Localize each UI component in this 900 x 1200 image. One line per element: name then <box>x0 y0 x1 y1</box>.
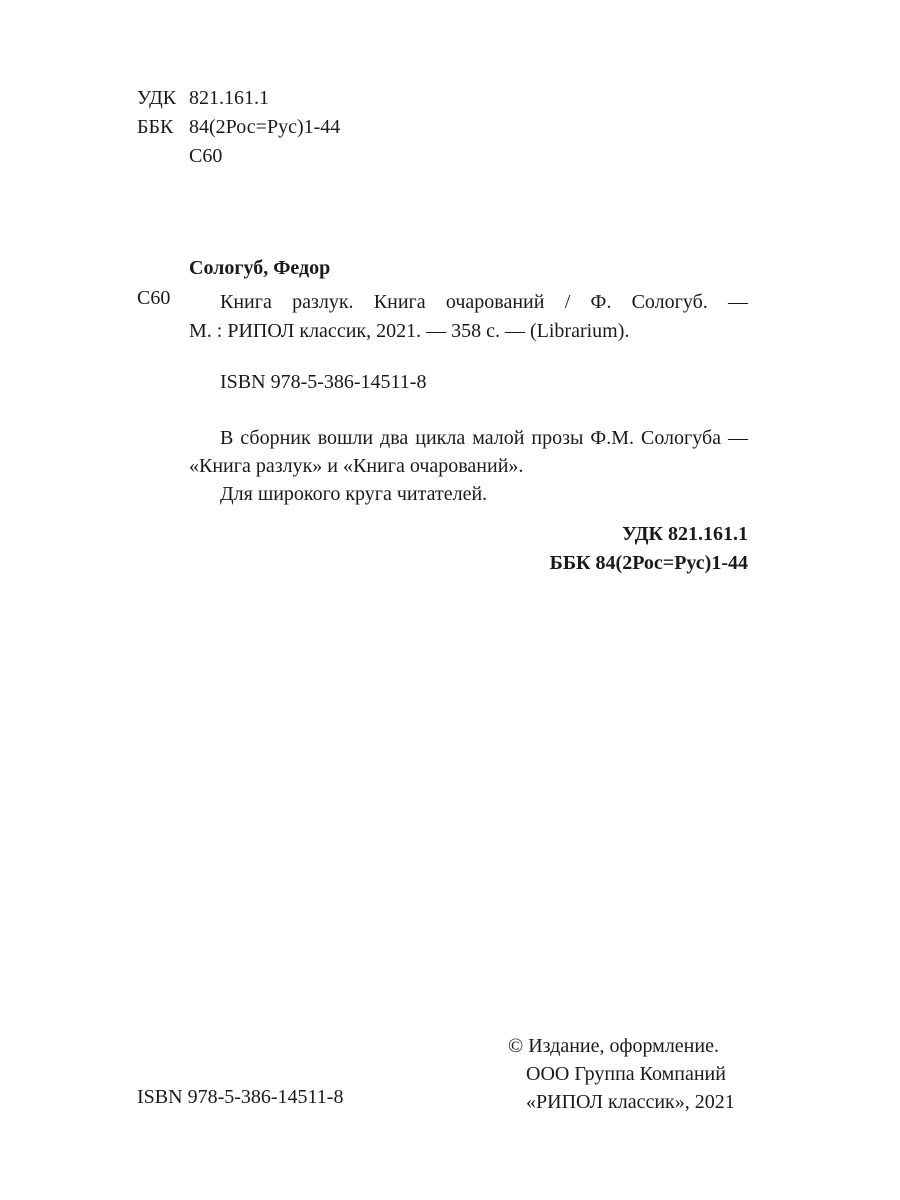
bibliographic-description <box>189 288 748 346</box>
author-sign-record: С60 <box>137 287 171 309</box>
copyright-line: «РИПОЛ классик», 2021 <box>526 1091 735 1113</box>
isbn-record: ISBN 978-5-386-14511-8 <box>220 371 427 393</box>
author-heading: Сологуб, Федор <box>189 257 331 279</box>
bbk-index-right: ББК 84(2Рос=Рус)1-44 <box>549 552 748 574</box>
copyright-line: ООО Группа Компаний <box>526 1063 726 1085</box>
annotation-line: «Книга разлук» и «Книга очарований». <box>189 455 524 477</box>
isbn-footer: ISBN 978-5-386-14511-8 <box>137 1086 344 1108</box>
annotation-line: В сборник вошли два цикла малой прозы Ф.М. Сологуба — <box>220 427 748 449</box>
copyright-line: © Издание, оформление. <box>508 1035 719 1057</box>
description-line: М. : РИПОЛ классик, 2021. — 358 с. — (Librarium). <box>189 320 630 342</box>
udk-value: 821.161.1 <box>189 87 269 109</box>
udk-index-right: УДК 821.161.1 <box>622 523 748 545</box>
description-line: Книга разлук. Книга очарований / Ф. Сологуб. — <box>220 291 748 313</box>
bbk-value: 84(2Рос=Рус)1-44 <box>189 116 341 138</box>
bbk-label: ББК <box>137 116 174 138</box>
annotation-line: Для широкого круга читателей. <box>220 483 488 505</box>
udk-label: УДК <box>137 87 177 109</box>
annotation <box>189 424 748 508</box>
copyright-notice <box>508 1032 735 1116</box>
author-sign-top: С60 <box>189 145 223 167</box>
